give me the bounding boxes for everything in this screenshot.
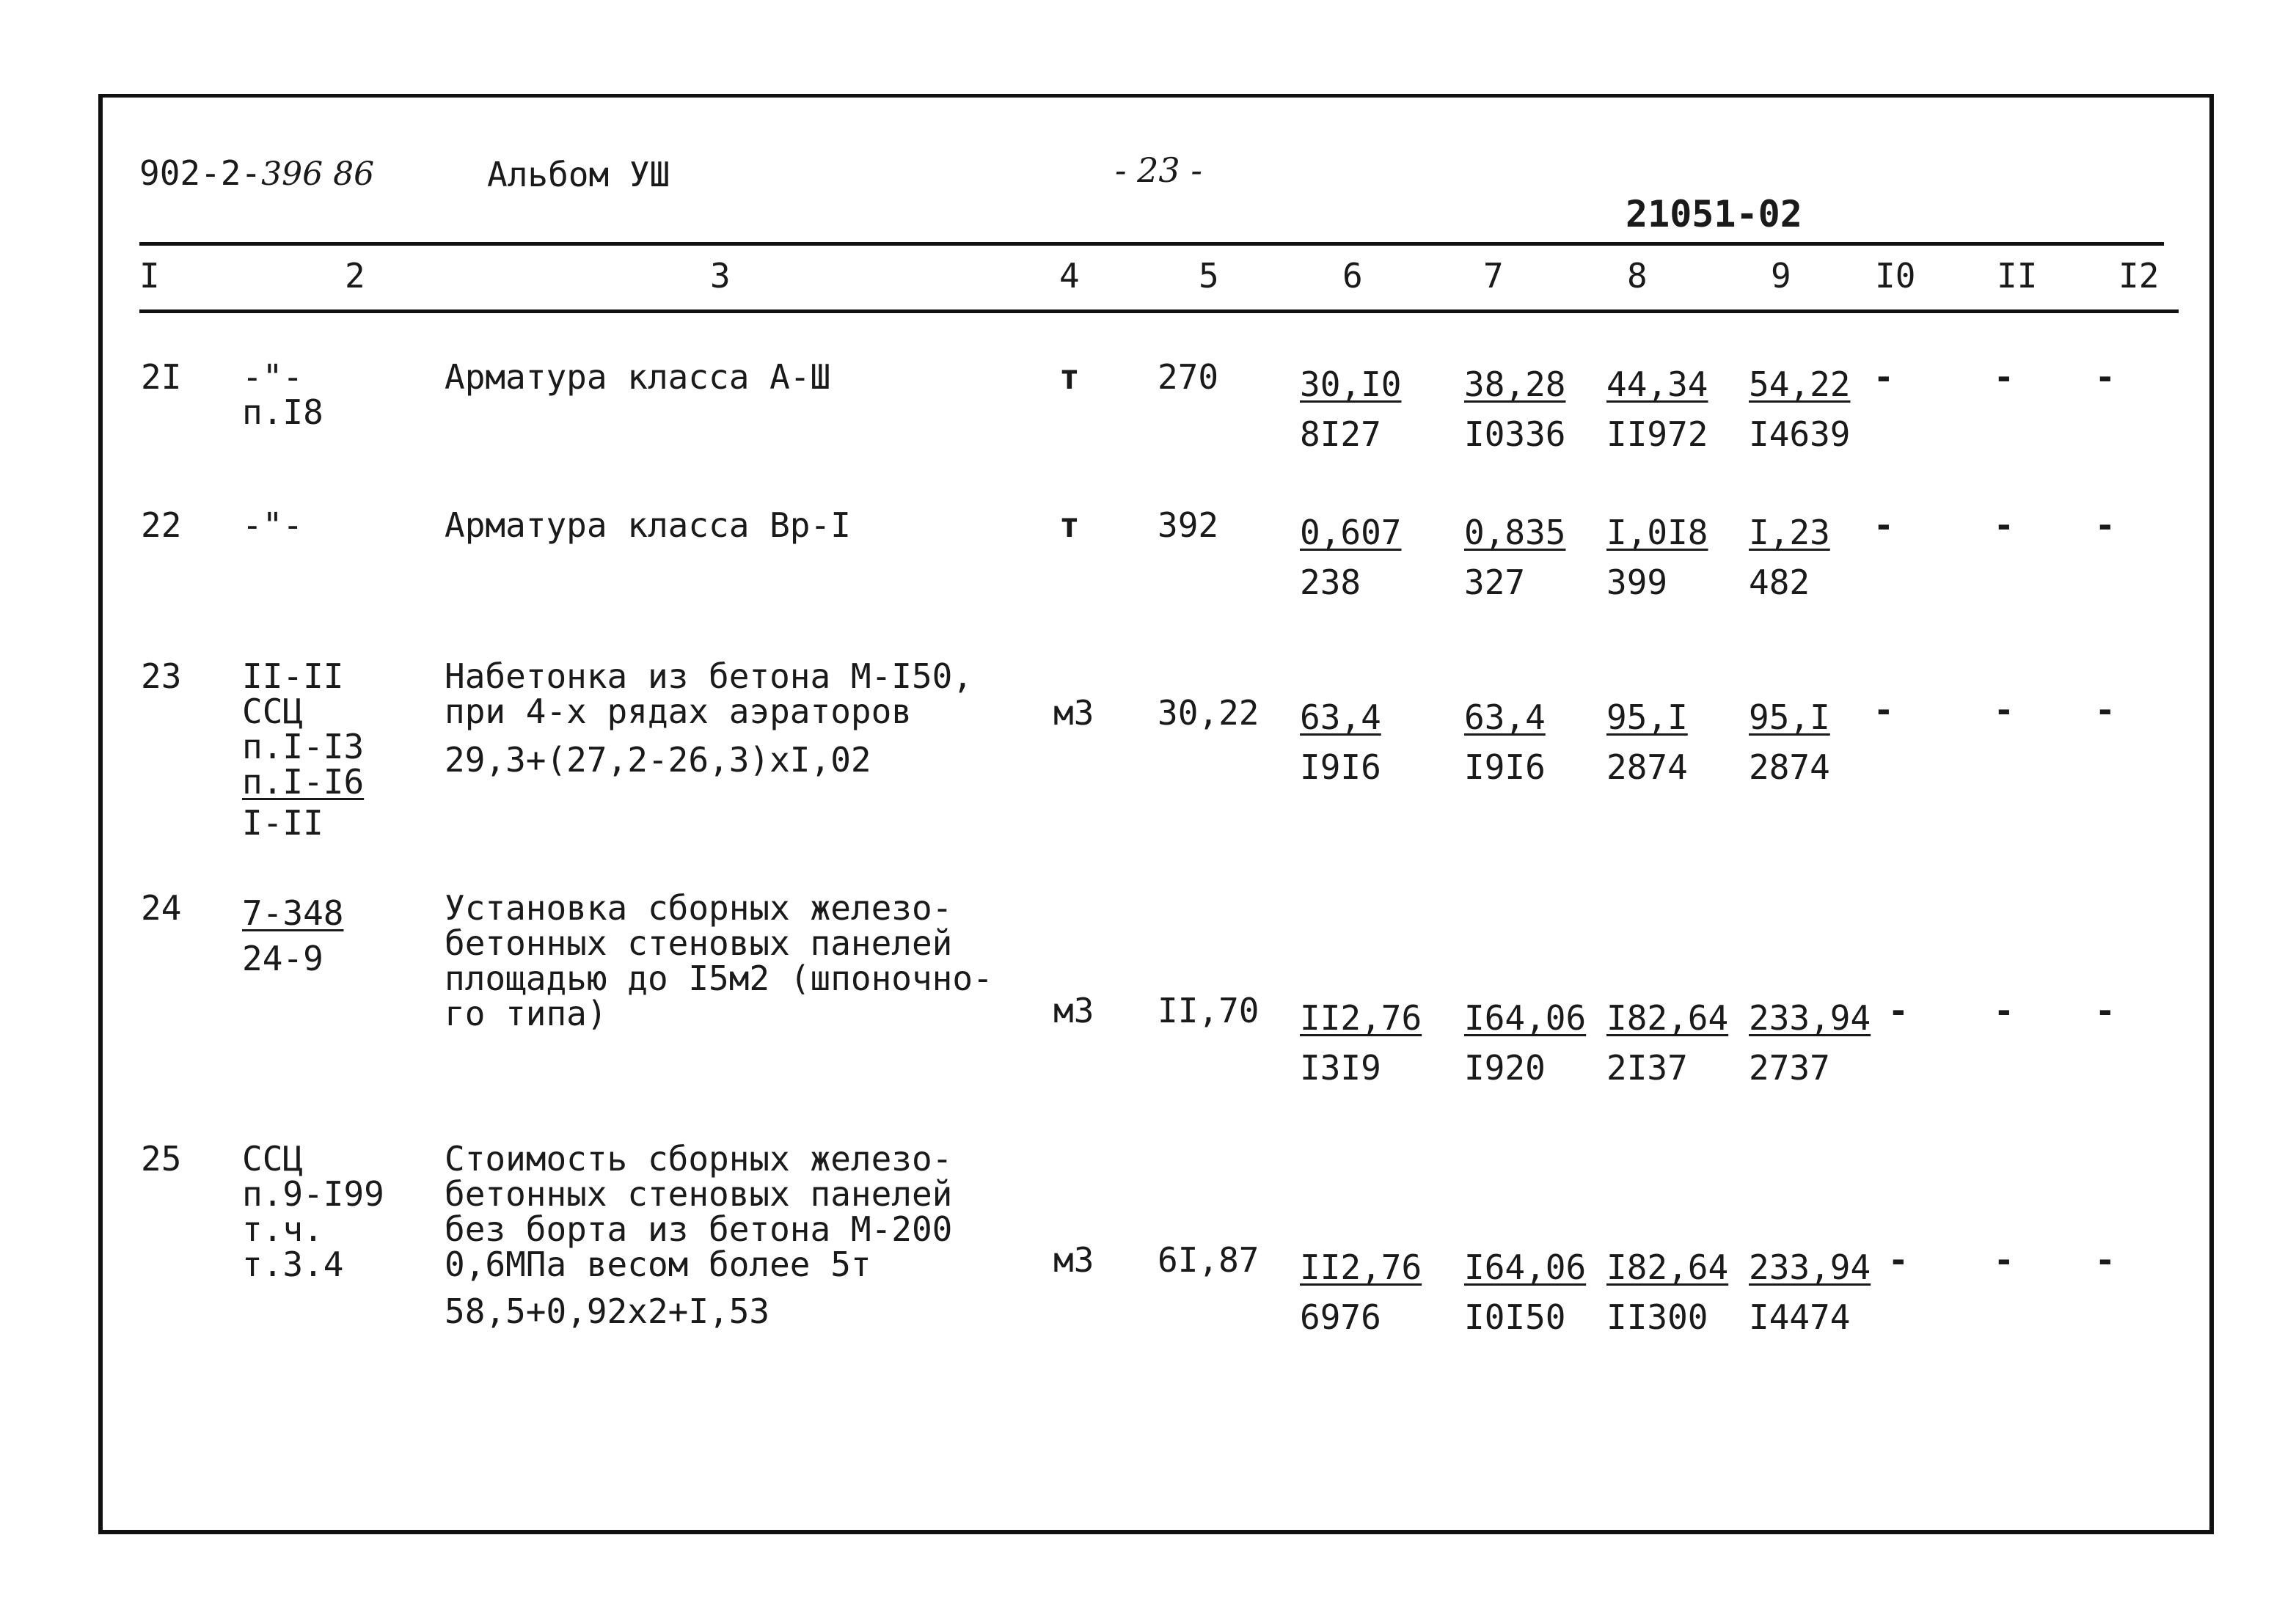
row-reference: 7-348 24-9 bbox=[242, 893, 344, 978]
row-cell-9: I,23 482 bbox=[1749, 513, 1830, 602]
row-quantity: 270 bbox=[1158, 357, 1219, 397]
row-cell-6: 0,607 238 bbox=[1300, 513, 1402, 602]
row-quantity: 392 bbox=[1158, 505, 1219, 545]
row-unit: м3 bbox=[1053, 693, 1094, 733]
row-quantity: 30,22 bbox=[1158, 693, 1259, 733]
row-cell-7: I64,06 I0I50 bbox=[1464, 1248, 1587, 1337]
row-reference: -"- bbox=[242, 505, 304, 545]
row-cell-11: - bbox=[1994, 991, 2014, 1030]
row-cell-6: 30,I0 8I27 bbox=[1300, 364, 1402, 454]
row-description: Арматура класса А-Ш bbox=[445, 357, 831, 397]
row-description: Установка сборных железо- бетонных стеновых панелей площадью до I5м2 (шпоночно- го типа) bbox=[445, 888, 993, 1033]
row-cell-9: 95,I 2874 bbox=[1749, 697, 1830, 787]
row-cell-11: - bbox=[1994, 357, 2014, 397]
row-number: 23 bbox=[141, 656, 182, 696]
row-quantity: 6I,87 bbox=[1158, 1240, 1259, 1280]
header-top-rule bbox=[139, 242, 2164, 246]
row-cell-12: - bbox=[2095, 1240, 2116, 1280]
col-header-2: 2 bbox=[345, 256, 365, 296]
header-bottom-rule bbox=[139, 309, 2179, 313]
album-title: Альбом УШ bbox=[487, 155, 670, 194]
row-reference: II-II ССЦ п.I-I3 п.I-I6 I-II bbox=[242, 656, 365, 843]
row-cell-7: 38,28 I0336 bbox=[1464, 364, 1566, 454]
row-cell-7: I64,06 I920 bbox=[1464, 998, 1587, 1088]
row-cell-9: 233,94 2737 bbox=[1749, 998, 1871, 1088]
row-reference: ССЦ п.9-I99 т.ч. т.3.4 bbox=[242, 1139, 384, 1284]
row-number: 25 bbox=[141, 1139, 182, 1179]
page-number: - 23 - bbox=[1115, 150, 1202, 190]
row-description: Арматура класса Вр-I bbox=[445, 505, 851, 545]
col-header-5: 5 bbox=[1199, 256, 1219, 296]
row-cell-12: - bbox=[2095, 991, 2116, 1030]
row-cell-10: - bbox=[1873, 690, 1894, 730]
row-cell-6: II2,76 6976 bbox=[1300, 1248, 1422, 1337]
row-cell-8: 95,I 2874 bbox=[1606, 697, 1688, 787]
stamp-number: 21051-02 bbox=[1626, 193, 1802, 235]
row-description: Стоимость сборных железо- бетонных стеновых панелей без борта из бетона М-200 0,6МПа весом более 5т 58,5+0,92х2+I,53 bbox=[445, 1139, 953, 1331]
row-cell-10: - bbox=[1888, 991, 1909, 1030]
row-cell-11: - bbox=[1994, 1240, 2014, 1280]
row-cell-11: - bbox=[1994, 505, 2014, 545]
col-header-6: 6 bbox=[1342, 256, 1363, 296]
row-description: Набетонка из бетона М-I50, при 4-х рядах аэраторов 29,3+(27,2-26,3)хI,02 bbox=[445, 656, 973, 780]
row-cell-6: II2,76 I3I9 bbox=[1300, 998, 1422, 1088]
row-cell-8: I,0I8 399 bbox=[1606, 513, 1708, 602]
col-header-11: II bbox=[1997, 256, 2038, 296]
row-cell-7: 63,4 I9I6 bbox=[1464, 697, 1546, 787]
row-cell-6: 63,4 I9I6 bbox=[1300, 697, 1381, 787]
row-cell-8: I82,64 2I37 bbox=[1606, 998, 1729, 1088]
row-cell-7: 0,835 327 bbox=[1464, 513, 1566, 602]
row-cell-8: I82,64 II300 bbox=[1606, 1248, 1729, 1337]
row-cell-11: - bbox=[1994, 690, 2014, 730]
row-cell-10: - bbox=[1888, 1240, 1909, 1280]
row-number: 24 bbox=[141, 888, 182, 928]
row-unit: м3 bbox=[1053, 991, 1094, 1030]
document-code-handwritten: 396 86 bbox=[261, 155, 375, 193]
row-unit: м3 bbox=[1053, 1240, 1094, 1280]
col-header-1: I bbox=[139, 256, 160, 296]
row-cell-12: - bbox=[2095, 505, 2116, 545]
col-header-7: 7 bbox=[1483, 256, 1504, 296]
col-header-9: 9 bbox=[1771, 256, 1791, 296]
row-cell-8: 44,34 II972 bbox=[1606, 364, 1708, 454]
row-unit: т bbox=[1059, 357, 1080, 397]
row-cell-9: 233,94 I4474 bbox=[1749, 1248, 1871, 1337]
row-cell-9: 54,22 I4639 bbox=[1749, 364, 1851, 454]
row-number: 2I bbox=[141, 357, 182, 397]
col-header-3: 3 bbox=[710, 256, 731, 296]
row-cell-12: - bbox=[2095, 357, 2116, 397]
row-cell-10: - bbox=[1873, 505, 1894, 545]
row-number: 22 bbox=[141, 505, 182, 545]
col-header-10: I0 bbox=[1875, 256, 1916, 296]
document-code: 902-2-396 86 bbox=[139, 153, 375, 193]
col-header-8: 8 bbox=[1627, 256, 1648, 296]
row-cell-12: - bbox=[2095, 690, 2116, 730]
col-header-4: 4 bbox=[1059, 256, 1080, 296]
row-quantity: II,70 bbox=[1158, 991, 1259, 1030]
row-unit: т bbox=[1059, 505, 1080, 545]
col-header-12: I2 bbox=[2118, 256, 2160, 296]
row-reference: -"- п.I8 bbox=[242, 357, 323, 432]
row-cell-10: - bbox=[1873, 357, 1894, 397]
